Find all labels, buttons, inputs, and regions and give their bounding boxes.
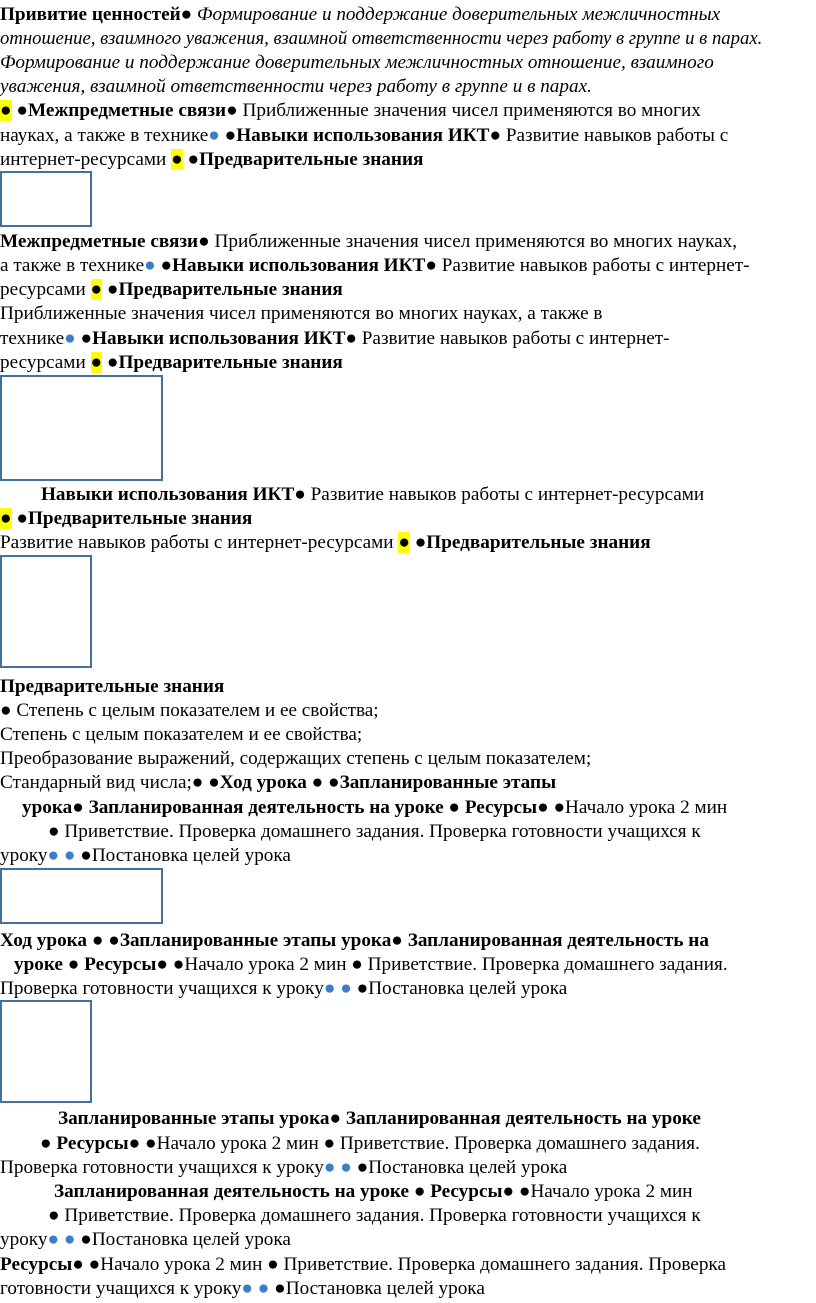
body-text: интернет-ресурсами	[0, 149, 172, 170]
blue-bullet: ●	[47, 845, 60, 866]
bullet: ●	[80, 845, 92, 866]
bullet: ●	[294, 484, 306, 505]
body-text: Постановка целей урока	[368, 1157, 568, 1178]
body-text: Приветствие. Проверка домашнего задания. Проверка готовности учащихся к	[59, 1205, 701, 1226]
body-text: уроку	[0, 845, 48, 866]
bullet: ●	[414, 532, 427, 553]
body-text: Приветствие. Проверка домашнего задания. Проверка готовности учащихся к	[59, 821, 701, 842]
body-text: ресурсами	[0, 279, 91, 300]
heading-resources: Ресурсы	[0, 1254, 73, 1275]
heading-values: Привитие ценностей	[0, 4, 181, 25]
heading-planned-activity: Запланированная деятельность на уроке	[83, 797, 444, 818]
bullet: ●	[80, 1229, 92, 1250]
bullet: ●	[106, 352, 119, 373]
bullet: ●	[226, 100, 238, 121]
body-text: ресурсами	[0, 352, 91, 373]
bullet: ●	[16, 100, 28, 121]
body-text: Приветствие. Проверка домашнего задания.	[335, 1133, 700, 1154]
bullet: ●	[72, 797, 84, 818]
bullet: ●	[145, 1133, 157, 1154]
bullet: ●	[160, 255, 173, 276]
body-text: Начало урока 2 мин	[565, 797, 728, 818]
bullet: ●	[180, 4, 193, 25]
bullet: ●	[553, 797, 566, 818]
body-text: Развитие навыков работы с	[501, 125, 729, 146]
bullet: ●	[108, 930, 120, 951]
paragraph-line	[0, 844, 291, 869]
body-text: Постановка целей урока	[91, 845, 291, 866]
paragraph-line	[0, 977, 567, 1002]
paragraph-line	[0, 1156, 567, 1181]
paragraph-line	[0, 148, 423, 173]
bullet: ●	[311, 772, 324, 793]
heading-resources: Ресурсы	[460, 797, 538, 818]
heading-interdisciplinary: Межпредметные связи	[27, 100, 227, 121]
blue-bullet: ●	[64, 328, 76, 349]
paragraph-line	[40, 1132, 700, 1157]
paragraph-line	[0, 124, 728, 149]
bullet: ●	[106, 279, 119, 300]
paragraph-line	[48, 820, 701, 845]
heading-prior-knowledge: Предварительные знания	[118, 352, 343, 373]
body-text: Начало урока 2 мин	[530, 1181, 693, 1202]
bullet: ●	[356, 1157, 369, 1178]
italic-text: Формирование и поддержание доверительных межличностных	[192, 4, 721, 25]
heading-planned-activity: Запланированная деятельность на уроке	[341, 1108, 701, 1129]
bullet: ●	[40, 1133, 52, 1154]
paragraph-line	[0, 929, 709, 954]
blue-bullet: ●	[257, 1278, 270, 1299]
bullet: ●	[0, 700, 12, 721]
bullet: ●	[80, 328, 93, 349]
heading-interdisciplinary: Межпредметные связи	[0, 231, 199, 252]
paragraph-line	[0, 531, 651, 556]
frame-box	[0, 868, 163, 924]
frame-box	[0, 375, 163, 481]
paragraph-line: Приближенные значения чисел применяются во многих науках, а также в	[0, 303, 603, 324]
bullet: ●	[345, 328, 357, 349]
bullet: ●	[88, 1254, 101, 1275]
bullet: ●	[391, 930, 403, 951]
paragraph-line: Преобразование выражений, содержащих степень с целым показателем;	[0, 748, 592, 769]
body-text: Начало урока 2 мин	[100, 1254, 268, 1275]
paragraph-line	[0, 327, 670, 352]
body-text: науках, а также в технике	[0, 125, 209, 146]
body-text: Степень с целым показателем и ее свойства;	[11, 700, 379, 721]
bullet: ●	[518, 1181, 531, 1202]
heading-resources: Ресурсы	[425, 1181, 503, 1202]
bullet: ●	[208, 772, 220, 793]
bullet: ●	[198, 231, 210, 252]
heading-prior-knowledge: Предварительные знания	[426, 532, 651, 553]
paragraph-line	[0, 699, 379, 724]
italic-line: Формирование и поддержание доверительных межличностных отношение, взаимного	[0, 52, 714, 73]
blue-bullet: ●	[47, 1229, 60, 1250]
paragraph-line	[22, 796, 727, 821]
frame-box	[0, 1000, 92, 1103]
paragraph-line	[0, 254, 750, 279]
heading-resources: Ресурсы	[51, 1133, 129, 1154]
blue-bullet: ●	[323, 978, 336, 999]
heading-planned-stages: Запланированные этапы урока	[58, 1108, 330, 1129]
highlighted-bullet: ●	[0, 100, 12, 121]
paragraph-line	[0, 99, 701, 124]
paragraph-line	[0, 1253, 726, 1278]
blue-bullet: ●	[208, 125, 220, 146]
paragraph-line	[0, 507, 252, 532]
highlighted-bullet: ●	[171, 149, 183, 170]
bullet: ●	[128, 1133, 141, 1154]
bullet: ●	[48, 1205, 60, 1226]
bullet: ●	[91, 930, 104, 951]
bullet: ●	[224, 125, 237, 146]
body-text: Развитие навыков работы с интернет-ресурсами	[305, 484, 705, 505]
blue-bullet: ●	[241, 1278, 253, 1299]
body-text: Приближенные значения чисел применяются во многих науках,	[209, 231, 738, 252]
bullet: ●	[48, 821, 60, 842]
bullet: ●	[356, 978, 369, 999]
heading-lesson-progress: Ход урока	[0, 930, 92, 951]
blue-bullet: ●	[340, 978, 352, 999]
heading-planned-activity: уроке	[14, 954, 68, 975]
heading-ict: Навыки использования ИКТ	[92, 328, 346, 349]
bullet: ●	[448, 797, 461, 818]
heading-ict: Навыки использования ИКТ	[236, 125, 490, 146]
italic-line: уважения, взаимной ответственности через работу в группе и в парах.	[0, 76, 592, 97]
body-text: Стандарный вид числа;	[0, 772, 192, 793]
body-text: Начало урока 2 мин	[184, 954, 352, 975]
heading-planned-activity: Запланированная деятельность на уроке	[54, 1181, 414, 1202]
paragraph-line	[58, 1107, 701, 1132]
body-text: технике	[0, 328, 65, 349]
paragraph-line	[0, 278, 343, 303]
body-text: Начало урока 2 мин	[156, 1133, 324, 1154]
bullet: ●	[187, 149, 200, 170]
heading-lesson-progress: Ход урока	[219, 772, 307, 793]
paragraph-line	[0, 1228, 291, 1253]
heading-planned-stages: Запланированные этапы	[339, 772, 557, 793]
body-text: Постановка целей урока	[368, 978, 568, 999]
heading-prior-knowledge: Предварительные знания	[0, 676, 225, 697]
blue-bullet: ●	[63, 845, 76, 866]
heading-prior-knowledge: Предварительные знания	[118, 279, 343, 300]
bullet: ●	[502, 1181, 515, 1202]
body-text: Проверка готовности учащихся к уроку	[0, 1157, 324, 1178]
highlighted-bullet: ●	[398, 532, 410, 553]
highlighted-bullet: ●	[90, 352, 103, 373]
paragraph-line	[0, 351, 343, 376]
bullet: ●	[489, 125, 502, 146]
body-text: Постановка целей урока	[285, 1278, 485, 1299]
bullet: ●	[537, 797, 549, 818]
heading-planned-stages: урока	[22, 797, 73, 818]
body-text: Постановка целей урока	[91, 1229, 291, 1250]
heading-prior-knowledge: Предварительные знания	[199, 149, 424, 170]
paragraph-line	[41, 483, 704, 508]
frame-box	[0, 171, 92, 227]
heading-ict: Навыки использования ИКТ	[41, 484, 295, 505]
heading-planned-activity: Запланированная деятельность на	[402, 930, 709, 951]
blue-bullet: ●	[340, 1157, 352, 1178]
bullet: ●	[72, 1254, 84, 1275]
bullet: ●	[328, 772, 340, 793]
body-text: Развитие навыков работы с интернет-ресурсами	[0, 532, 399, 553]
bullet: ●	[274, 1278, 286, 1299]
heading-resources: Ресурсы	[79, 954, 157, 975]
body-text: Приветствие. Проверка домашнего задания.	[362, 954, 728, 975]
bullet: ●	[351, 954, 363, 975]
paragraph-line	[54, 1180, 693, 1205]
body-text: уроку	[0, 1229, 48, 1250]
bullet: ●	[191, 772, 204, 793]
bullet: ●	[67, 954, 80, 975]
heading-planned-stages: Запланированные этапы урока	[119, 930, 392, 951]
heading-prior-knowledge: Предварительные знания	[27, 508, 253, 529]
bullet: ●	[425, 255, 437, 276]
blue-bullet: ●	[323, 1157, 336, 1178]
highlighted-bullet: ●	[0, 508, 12, 529]
italic-line: отношение, взаимного уважения, взаимной ответственности через работу в группе и в парах.	[0, 28, 763, 49]
frame-box	[0, 555, 92, 668]
blue-bullet: ●	[63, 1229, 76, 1250]
body-text: Развитие навыков работы с интернет-	[436, 255, 750, 276]
highlighted-bullet: ●	[90, 279, 103, 300]
body-text: Развитие навыков работы с интернет-	[356, 328, 670, 349]
paragraph-line	[0, 230, 737, 255]
blue-bullet: ●	[144, 255, 156, 276]
bullet: ●	[16, 508, 28, 529]
paragraph-line	[0, 1277, 485, 1302]
paragraph-line: Степень с целым показателем и ее свойства;	[0, 724, 363, 745]
body-text: готовности учащихся к уроку	[0, 1278, 242, 1299]
paragraph-line	[14, 953, 728, 978]
heading-ict: Навыки использования ИКТ	[172, 255, 426, 276]
body-text: Приближенные значения чисел применяются во многих	[237, 100, 701, 121]
bullet: ●	[413, 1181, 426, 1202]
bullet: ●	[329, 1108, 342, 1129]
body-text: Приветствие. Проверка домашнего задания. Проверка	[278, 1254, 726, 1275]
bullet: ●	[323, 1133, 336, 1154]
bullet: ●	[172, 954, 185, 975]
paragraph-line	[0, 771, 556, 796]
bullet: ●	[156, 954, 168, 975]
bullet: ●	[267, 1254, 279, 1275]
body-text: а также в технике	[0, 255, 145, 276]
paragraph-line	[48, 1204, 701, 1229]
body-text: Проверка готовности учащихся к уроку	[0, 978, 324, 999]
paragraph-line	[0, 3, 720, 28]
